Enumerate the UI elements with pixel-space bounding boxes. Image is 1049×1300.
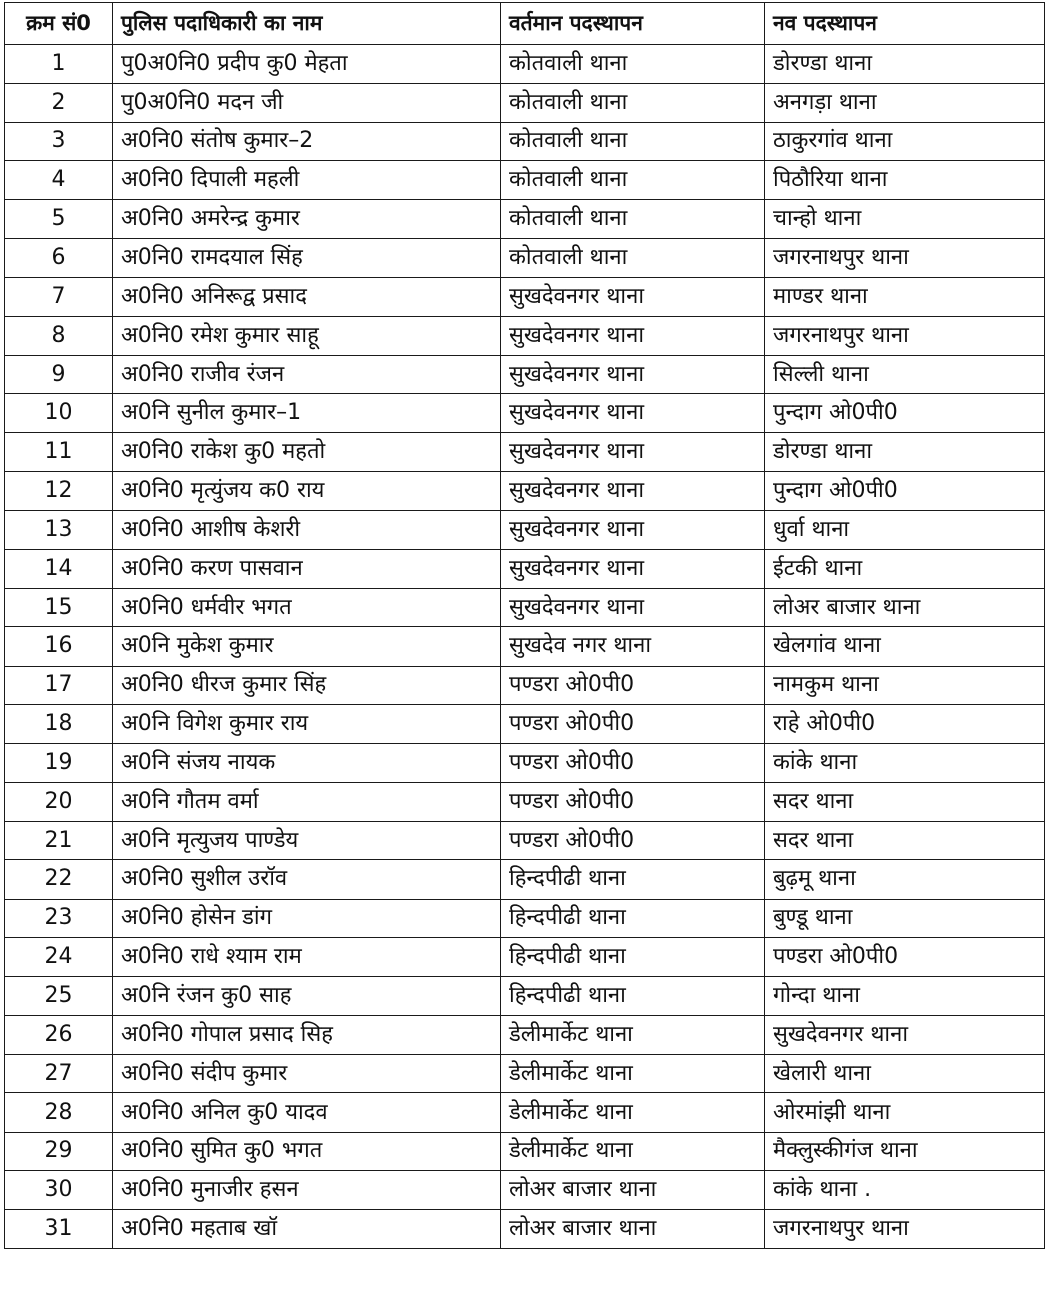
cell-current-posting: कोतवाली थाना — [501, 83, 765, 122]
table-row — [5, 122, 1045, 161]
cell-current-posting: लोअर बाजार थाना — [501, 1210, 765, 1249]
cell-serial: 11 — [5, 433, 113, 472]
table-row — [5, 1015, 1045, 1054]
cell-new-posting: ओरमांझी थाना — [765, 1093, 1045, 1132]
table-row — [5, 666, 1045, 705]
cell-current-posting: कोतवाली थाना — [501, 200, 765, 239]
table-row — [5, 705, 1045, 744]
cell-current-posting: सुखदेवनगर थाना — [501, 394, 765, 433]
cell-serial: 10 — [5, 394, 113, 433]
cell-new-posting: पिठौरिया थाना — [765, 161, 1045, 200]
cell-officer-name: अ0नि0 सुशील उरॉव — [113, 860, 501, 899]
cell-new-posting: गोन्दा थाना — [765, 977, 1045, 1016]
cell-new-posting: खेलगांव थाना — [765, 627, 1045, 666]
cell-serial: 25 — [5, 977, 113, 1016]
table-row — [5, 821, 1045, 860]
cell-serial: 1 — [5, 45, 113, 84]
cell-new-posting: माण्डर थाना — [765, 278, 1045, 317]
cell-new-posting: चान्हो थाना — [765, 200, 1045, 239]
cell-serial: 13 — [5, 511, 113, 550]
cell-current-posting: सुखदेवनगर थाना — [501, 278, 765, 317]
cell-officer-name: अ0नि0 दिपाली महली — [113, 161, 501, 200]
cell-serial: 6 — [5, 238, 113, 277]
table-row — [5, 977, 1045, 1016]
cell-new-posting: सिल्ली थाना — [765, 355, 1045, 394]
cell-new-posting: अनगड़ा थाना — [765, 83, 1045, 122]
cell-officer-name: अ0नि विगेश कुमार राय — [113, 705, 501, 744]
cell-officer-name: पु0अ0नि0 मदन जी — [113, 83, 501, 122]
cell-serial: 20 — [5, 782, 113, 821]
cell-current-posting: पण्डरा ओ0पी0 — [501, 705, 765, 744]
table-row — [5, 433, 1045, 472]
cell-new-posting: जगरनाथपुर थाना — [765, 316, 1045, 355]
cell-current-posting: पण्डरा ओ0पी0 — [501, 666, 765, 705]
cell-serial: 26 — [5, 1015, 113, 1054]
cell-current-posting: सुखदेवनगर थाना — [501, 316, 765, 355]
table-row — [5, 1210, 1045, 1249]
header-officer-name: पुलिस पदाधिकारी का नाम — [113, 3, 501, 45]
cell-current-posting: डेलीमार्केट थाना — [501, 1132, 765, 1171]
cell-serial: 2 — [5, 83, 113, 122]
table-header-row — [5, 3, 1045, 45]
table-row — [5, 899, 1045, 938]
cell-new-posting: खेलारी थाना — [765, 1054, 1045, 1093]
cell-officer-name: अ0नि0 रामदयाल सिंह — [113, 238, 501, 277]
cell-current-posting: सुखदेवनगर थाना — [501, 471, 765, 510]
cell-officer-name: अ0नि0 मृत्युंजय क0 राय — [113, 471, 501, 510]
cell-officer-name: अ0नि0 रमेश कुमार साहू — [113, 316, 501, 355]
cell-current-posting: डेलीमार्केट थाना — [501, 1093, 765, 1132]
cell-serial: 8 — [5, 316, 113, 355]
cell-serial: 24 — [5, 938, 113, 977]
table-row — [5, 1093, 1045, 1132]
table-row — [5, 200, 1045, 239]
cell-serial: 22 — [5, 860, 113, 899]
transfer-table — [4, 2, 1045, 1249]
cell-new-posting: पण्डरा ओ0पी0 — [765, 938, 1045, 977]
cell-current-posting: कोतवाली थाना — [501, 161, 765, 200]
table-row — [5, 355, 1045, 394]
table-row — [5, 316, 1045, 355]
table-row — [5, 1054, 1045, 1093]
cell-officer-name: अ0नि मृत्युजय पाण्डेय — [113, 821, 501, 860]
cell-officer-name: अ0नि0 अनिल कु0 यादव — [113, 1093, 501, 1132]
cell-current-posting: सुखदेवनगर थाना — [501, 355, 765, 394]
cell-current-posting: कोतवाली थाना — [501, 122, 765, 161]
cell-serial: 21 — [5, 821, 113, 860]
cell-current-posting: सुखदेवनगर थाना — [501, 549, 765, 588]
table-row — [5, 1132, 1045, 1171]
cell-serial: 4 — [5, 161, 113, 200]
cell-officer-name: अ0नि0 संदीप कुमार — [113, 1054, 501, 1093]
cell-officer-name: अ0नि0 संतोष कुमार–2 — [113, 122, 501, 161]
table-row — [5, 83, 1045, 122]
cell-new-posting: कांके थाना . — [765, 1171, 1045, 1210]
cell-officer-name: अ0नि0 धीरज कुमार सिंह — [113, 666, 501, 705]
cell-current-posting: सुखदेवनगर थाना — [501, 433, 765, 472]
cell-new-posting: बुण्डू थाना — [765, 899, 1045, 938]
cell-officer-name: अ0नि0 अनिरूद्व प्रसाद — [113, 278, 501, 317]
cell-new-posting: ठाकुरगांव थाना — [765, 122, 1045, 161]
cell-new-posting: पुन्दाग ओ0पी0 — [765, 394, 1045, 433]
cell-officer-name: अ0नि0 धर्मवीर भगत — [113, 588, 501, 627]
cell-current-posting: डेलीमार्केट थाना — [501, 1015, 765, 1054]
cell-serial: 9 — [5, 355, 113, 394]
cell-current-posting: कोतवाली थाना — [501, 238, 765, 277]
cell-new-posting: डोरण्डा थाना — [765, 45, 1045, 84]
cell-current-posting: पण्डरा ओ0पी0 — [501, 821, 765, 860]
cell-serial: 29 — [5, 1132, 113, 1171]
cell-current-posting: कोतवाली थाना — [501, 45, 765, 84]
cell-serial: 17 — [5, 666, 113, 705]
cell-new-posting: सदर थाना — [765, 821, 1045, 860]
cell-officer-name: अ0नि संजय नायक — [113, 744, 501, 783]
table-row — [5, 394, 1045, 433]
cell-current-posting: सुखदेवनगर थाना — [501, 511, 765, 550]
cell-serial: 31 — [5, 1210, 113, 1249]
table-row — [5, 45, 1045, 84]
cell-officer-name: अ0नि0 होसेन डांग — [113, 899, 501, 938]
cell-current-posting: पण्डरा ओ0पी0 — [501, 782, 765, 821]
cell-officer-name: अ0नि गौतम वर्मा — [113, 782, 501, 821]
cell-new-posting: लोअर बाजार थाना — [765, 588, 1045, 627]
cell-new-posting: सदर थाना — [765, 782, 1045, 821]
cell-current-posting: पण्डरा ओ0पी0 — [501, 744, 765, 783]
cell-new-posting: जगरनाथपुर थाना — [765, 1210, 1045, 1249]
cell-officer-name: अ0नि0 गोपाल प्रसाद सिह — [113, 1015, 501, 1054]
cell-serial: 27 — [5, 1054, 113, 1093]
header-new-posting: नव पदस्थापन — [765, 3, 1045, 45]
cell-new-posting: राहे ओ0पी0 — [765, 705, 1045, 744]
cell-serial: 28 — [5, 1093, 113, 1132]
cell-new-posting: जगरनाथपुर थाना — [765, 238, 1045, 277]
cell-new-posting: ईटकी थाना — [765, 549, 1045, 588]
table-row — [5, 161, 1045, 200]
cell-new-posting: डोरण्डा थाना — [765, 433, 1045, 472]
cell-officer-name: अ0नि0 राजीव रंजन — [113, 355, 501, 394]
cell-current-posting: सुखदेवनगर थाना — [501, 588, 765, 627]
cell-current-posting: डेलीमार्केट थाना — [501, 1054, 765, 1093]
table-row — [5, 278, 1045, 317]
cell-officer-name: अ0नि0 मुनाजीर हसन — [113, 1171, 501, 1210]
cell-current-posting: लोअर बाजार थाना — [501, 1171, 765, 1210]
cell-serial: 14 — [5, 549, 113, 588]
cell-new-posting: बुढ़मू थाना — [765, 860, 1045, 899]
header-serial: क्रम सं0 — [5, 3, 113, 45]
table-row — [5, 238, 1045, 277]
cell-serial: 15 — [5, 588, 113, 627]
cell-officer-name: अ0नि0 राधे श्याम राम — [113, 938, 501, 977]
table-row — [5, 744, 1045, 783]
cell-serial: 18 — [5, 705, 113, 744]
cell-officer-name: अ0नि0 महताब खॉ — [113, 1210, 501, 1249]
cell-new-posting: कांके थाना — [765, 744, 1045, 783]
cell-new-posting: नामकुम थाना — [765, 666, 1045, 705]
cell-new-posting: मैक्लुस्कीगंज थाना — [765, 1132, 1045, 1171]
cell-officer-name: अ0नि0 करण पासवान — [113, 549, 501, 588]
cell-serial: 23 — [5, 899, 113, 938]
cell-new-posting: सुखदेवनगर थाना — [765, 1015, 1045, 1054]
cell-officer-name: अ0नि0 राकेश कु0 महतो — [113, 433, 501, 472]
cell-serial: 30 — [5, 1171, 113, 1210]
cell-officer-name: पु0अ0नि0 प्रदीप कु0 मेहता — [113, 45, 501, 84]
cell-serial: 7 — [5, 278, 113, 317]
cell-current-posting: हिन्दपीढी थाना — [501, 938, 765, 977]
table-row — [5, 471, 1045, 510]
header-current-posting: वर्तमान पदस्थापन — [501, 3, 765, 45]
cell-serial: 19 — [5, 744, 113, 783]
table-row — [5, 511, 1045, 550]
cell-officer-name: अ0नि मुकेश कुमार — [113, 627, 501, 666]
cell-current-posting: हिन्दपीढी थाना — [501, 899, 765, 938]
cell-current-posting: हिन्दपीढी थाना — [501, 977, 765, 1016]
cell-officer-name: अ0नि0 सुमित कु0 भगत — [113, 1132, 501, 1171]
cell-serial: 16 — [5, 627, 113, 666]
cell-officer-name: अ0नि रंजन कु0 साह — [113, 977, 501, 1016]
table-row — [5, 549, 1045, 588]
table-row — [5, 1171, 1045, 1210]
cell-serial: 5 — [5, 200, 113, 239]
cell-new-posting: पुन्दाग ओ0पी0 — [765, 471, 1045, 510]
cell-current-posting: हिन्दपीढी थाना — [501, 860, 765, 899]
table-row — [5, 627, 1045, 666]
table-row — [5, 782, 1045, 821]
table-row — [5, 860, 1045, 899]
cell-officer-name: अ0नि सुनील कुमार–1 — [113, 394, 501, 433]
table-row — [5, 938, 1045, 977]
cell-serial: 3 — [5, 122, 113, 161]
table-row — [5, 588, 1045, 627]
cell-officer-name: अ0नि0 अमरेन्द्र कुमार — [113, 200, 501, 239]
cell-new-posting: धुर्वा थाना — [765, 511, 1045, 550]
cell-current-posting: सुखदेव नगर थाना — [501, 627, 765, 666]
cell-officer-name: अ0नि0 आशीष केशरी — [113, 511, 501, 550]
cell-serial: 12 — [5, 471, 113, 510]
